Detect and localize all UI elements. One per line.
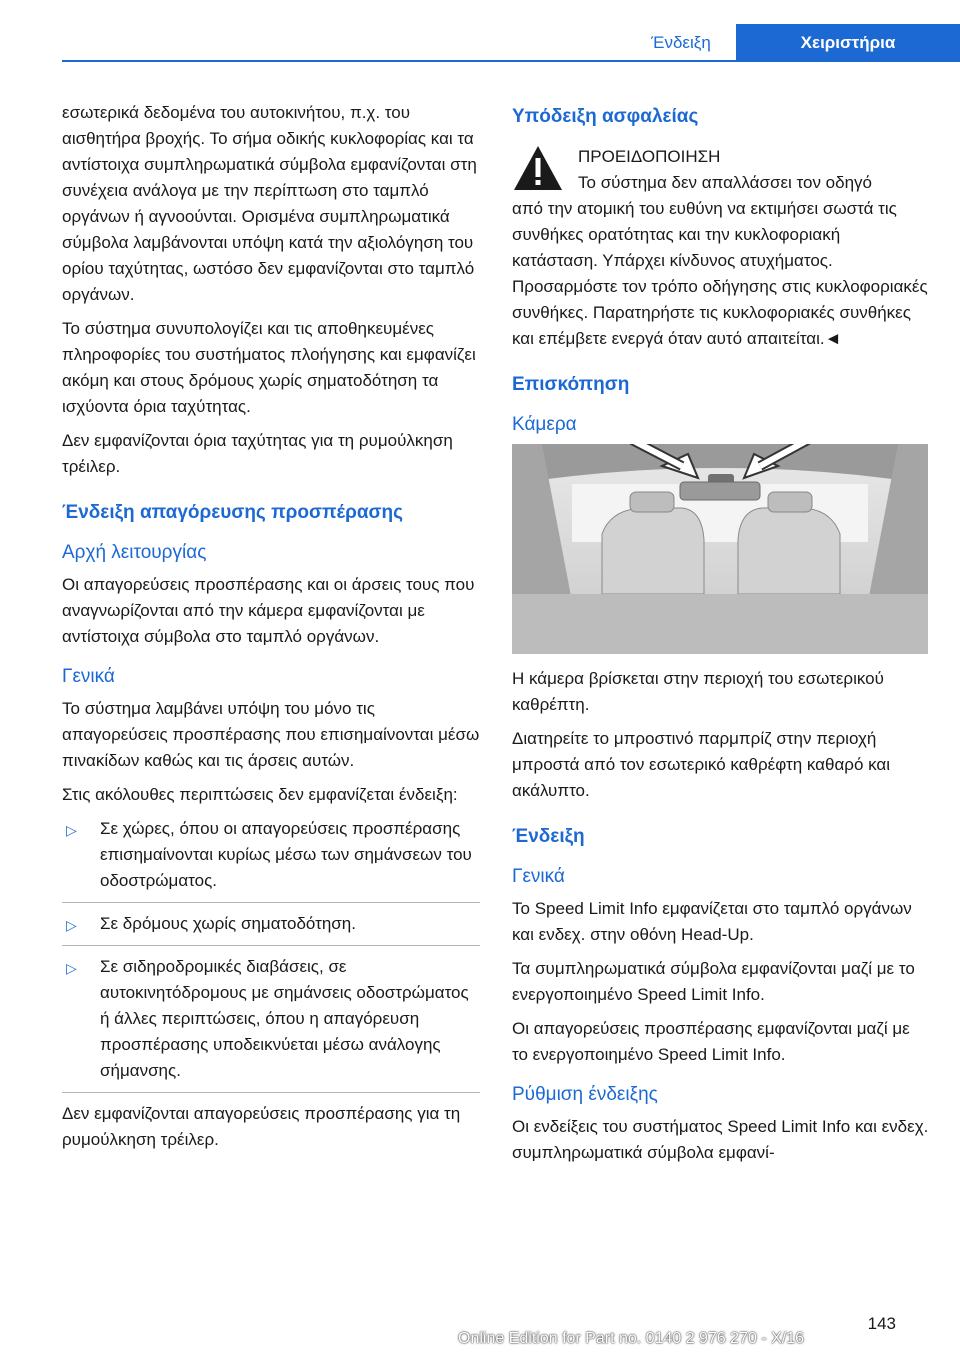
- paragraph: Στις ακόλουθες περιπτώσεις δεν εμφανίζεται ένδειξη:: [62, 785, 458, 804]
- paragraph: Δεν εμφανίζονται όρια ταχύτητας για τη ρυμούλκηση τρέιλερ.: [62, 431, 453, 476]
- tab-controls[interactable]: Χειριστήρια: [736, 24, 960, 62]
- warning-first-line: Το σύστημα δεν απαλλάσσει τον οδηγό: [578, 173, 873, 192]
- subheading-setting: Ρύθμιση ένδειξης: [512, 1084, 658, 1105]
- left-column: [62, 100, 480, 1161]
- list-item: ▷ Σε χώρες, όπου οι απαγορεύσεις προσπέρασης επισημαίνονται κυρίως μέσω των σημάνσεων του οδοστρώματος.: [62, 816, 480, 903]
- paragraph: Οι απαγορεύσεις προσπέρασης εμφανίζονται μαζί με το ενεργοποιημένο Speed Limit Info.: [512, 1019, 910, 1064]
- subheading-general: Γενικά: [512, 866, 565, 887]
- right-column: [512, 100, 930, 1174]
- triangle-bullet-icon: ▷: [66, 917, 77, 933]
- triangle-bullet-icon: ▷: [66, 960, 77, 976]
- subheading-principle: Αρχή λειτουργίας: [62, 542, 207, 563]
- list-item: ▷ Σε σιδηροδρομικές διαβάσεις, σε αυτοκινητόδρομους με σημάνσεις οδοστρώματος ή άλλες περιπτώσεις, όπου η απαγόρευση προσπέρασης υποδεικνύεται μέσω ανάλογης σήμανσης.: [62, 954, 480, 1093]
- section-heading-safety: Υπόδειξη ασφαλείας: [512, 106, 699, 127]
- header-rule: [62, 60, 960, 62]
- subheading-camera: Κάμερα: [512, 414, 577, 435]
- camera-location-photo: [512, 444, 928, 654]
- section-heading-overtaking: Ένδειξη απαγόρευσης προσπέρασης: [62, 502, 404, 523]
- paragraph: Η κάμερα βρίσκεται στην περιοχή του εσωτερικού καθρέπτη.: [512, 669, 884, 714]
- footer-edition: Online Edition for Part no. 0140 2 976 270 - X/16: [458, 1330, 805, 1347]
- list-item: ▷ Σε δρόμους χωρίς σηματοδότηση.: [62, 911, 480, 946]
- section-heading-overview: Επισκόπηση: [512, 374, 630, 395]
- warning-triangle-icon: [512, 144, 564, 192]
- paragraph: Οι ενδείξεις του συστήματος Speed Limit Info και ενδεχ. συμπληρωματικά σύμβολα εμφανί-: [512, 1117, 929, 1162]
- paragraph: Το σύστημα λαμβάνει υπόψη του μόνο τις απαγορεύσεις προσπέρασης που επισημαίνονται μέσω πινακίδων καθώς και τις άρσεις αυτών.: [62, 699, 480, 770]
- warning-label: ΠΡΟΕΙΔΟΠΟΙΗΣΗ: [578, 147, 721, 166]
- paragraph: Διατηρείτε το μπροστινό παρμπρίζ στην περιοχή μπροστά από τον εσωτερικό καθρέφτη καθαρό και ακάλυπτο.: [512, 729, 891, 800]
- warning-text: από την ατομική του ευθύνη να εκτιμήσει σωστά τις συνθήκες ορατότητας και την κυκλοφοριακή κατάσταση. Υπάρχει κίνδυνος ατυχήματος. Προσαρμόστε τον τρόπο οδήγησης στις κυκλοφοριακές συνθήκες. Παρατηρήστε τις κυκλοφοριακές συνθήκες και επέμβετε ενεργά όταν αυτό απαιτείται.◄: [512, 199, 928, 348]
- paragraph: εσωτερικά δεδομένα του αυτοκινήτου, π.χ. του αισθητήρα βροχής. Το σήμα οδικής κυκλοφορίας και τα αντίστοιχα συμπληρωματικά σύμβολα εμφανίζονται στη συνέχεια ανάλογα με την περίπτωση στο ταμπλό οργάνων ή αγνοούνται. Ορισμένα συμπληρωματικά σύμβολα λαμβάνονται υπόψη κατά την αξιολόγηση του ορίου ταχύτητας, ωστόσο δεν εμφανίζονται στο ταμπλό οργάνων.: [62, 103, 477, 304]
- paragraph: Το σύστημα συνυπολογίζει και τις αποθηκευμένες πληροφορίες του συστήματος πλοήγησης και εμφανίζει ακόμη και στους δρόμους χωρίς σηματοδότηση τα ισχύοντα όρια ταχύτητας.: [62, 319, 476, 416]
- subheading-general: Γενικά: [62, 666, 115, 687]
- paragraph: Το Speed Limit Info εμφανίζεται στο ταμπλό οργάνων και ενδεχ. στην οθόνη Head-Up.: [512, 899, 912, 944]
- bullet-list: [62, 816, 480, 1093]
- tab-indication[interactable]: Ένδειξη: [651, 33, 711, 52]
- warning-block: [512, 144, 930, 196]
- paragraph: Τα συμπληρωματικά σύμβολα εμφανίζονται μαζί με το ενεργοποιημένο Speed Limit Info.: [512, 959, 915, 1004]
- triangle-bullet-icon: ▷: [66, 822, 77, 838]
- section-heading-indication: Ένδειξη: [512, 826, 585, 847]
- page-number: 143: [867, 1314, 896, 1333]
- paragraph: Δεν εμφανίζονται απαγορεύσεις προσπέρασης για τη ρυμούλκηση τρέιλερ.: [62, 1104, 461, 1149]
- paragraph: Οι απαγορεύσεις προσπέρασης και οι άρσεις τους που αναγνωρίζονται από την κάμερα εμφανίζονται με αντίστοιχα σύμβολα στο ταμπλό οργάνων.: [62, 575, 475, 646]
